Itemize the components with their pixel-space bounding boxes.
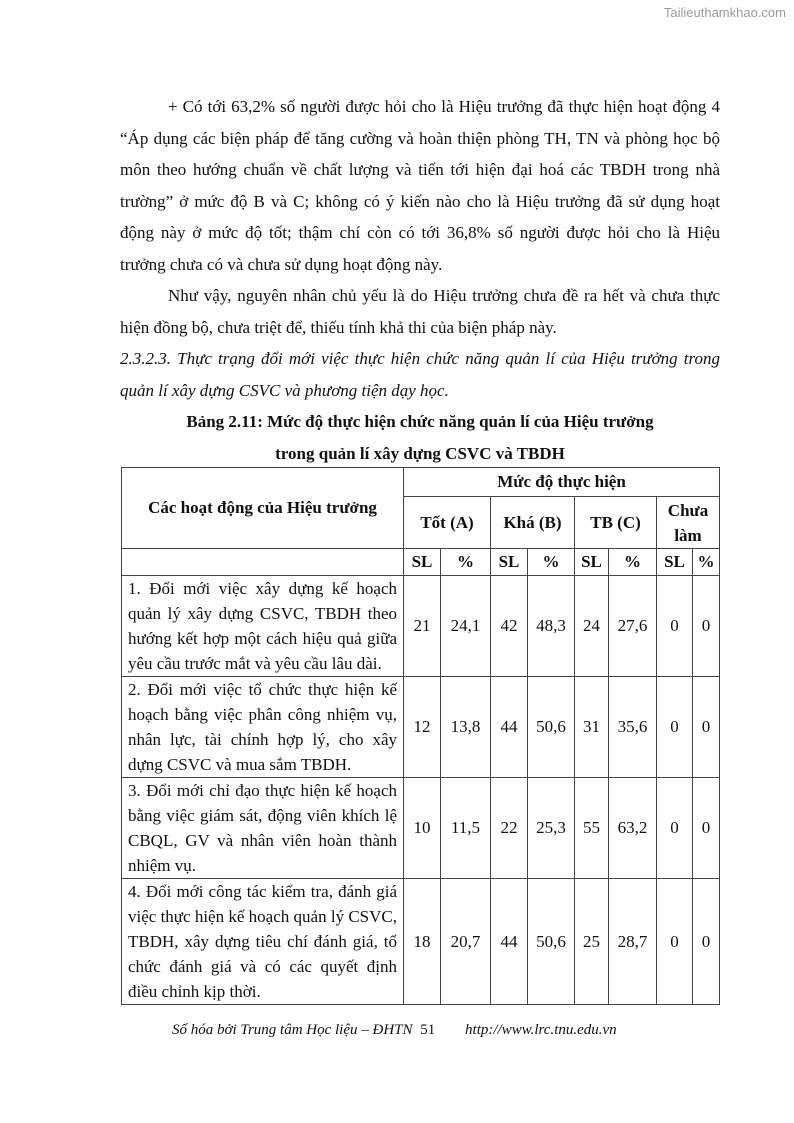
value-cell: 50,6 <box>528 677 575 778</box>
value-cell: 50,6 <box>528 879 575 1005</box>
pct-header: % <box>528 549 575 576</box>
document-body <box>120 91 720 470</box>
sl-header: SL <box>575 549 609 576</box>
value-cell: 35,6 <box>609 677 657 778</box>
table-caption-line-1: Bảng 2.11: Mức độ thực hiện chức năng quản lí của Hiệu trưởng <box>186 412 654 431</box>
level-average-header: TB (C) <box>575 497 657 549</box>
value-cell: 0 <box>693 677 720 778</box>
value-cell: 0 <box>693 778 720 879</box>
page-footer <box>172 1022 617 1039</box>
pct-header: % <box>441 549 491 576</box>
watermark-text: Tailieuthamkhao.com <box>663 5 786 20</box>
activity-cell: 3. Đổi mới chỉ đạo thực hiện kế hoạch bằng việc giám sát, động viên khích lệ CBQL, GV và nhân viên hoàn thành nhiệm vụ. <box>122 778 404 879</box>
activity-cell: 4. Đổi mới công tác kiểm tra, đánh giá việc thực hiện kế hoạch quản lý CSVC, TBDH, xây dựng tiêu chí đánh giá, tổ chức đánh giá và có các quyết định điều chỉnh kịp thời. <box>122 879 404 1005</box>
value-cell: 0 <box>657 778 693 879</box>
blank-header-cell <box>122 549 404 576</box>
table-row <box>122 879 720 1005</box>
level-not-done-header: Chưa làm <box>657 497 720 549</box>
table-row <box>122 576 720 677</box>
value-cell: 21 <box>404 576 441 677</box>
table-caption-line-2: trong quản lí xây dựng CSVC và TBDH <box>275 444 565 463</box>
level-good-header: Tốt (A) <box>404 497 491 549</box>
value-cell: 18 <box>404 879 441 1005</box>
paragraph-1: + Có tới 63,2% số người được hỏi cho là Hiệu trưởng đã thực hiện hoạt động 4 “Áp dụng các biện pháp để tăng cường và hoàn thiện phòng TH, TN và phòng học bộ môn theo hướng chuẩn về chất lượng và tiến tới hiện đại hoá các TBDH trong nhà trường” ở mức độ B và C; không có ý kiến nào cho là Hiệu trưởng đã sử dụng hoạt động này ở mức độ tốt; thậm chí còn có tới 36,8% số người được hỏi cho là Hiệu trưởng chưa có và chưa sử dụng hoạt động này. <box>120 97 720 274</box>
sl-header: SL <box>491 549 528 576</box>
level-header: Mức độ thực hiện <box>404 468 720 497</box>
sl-header: SL <box>657 549 693 576</box>
value-cell: 20,7 <box>441 879 491 1005</box>
activity-header: Các hoạt động của Hiệu trưởng <box>122 468 404 549</box>
footer-source: Số hóa bởi Trung tâm Học liệu – ĐHTN <box>172 1022 413 1038</box>
table-row <box>122 778 720 879</box>
footer-url: http://www.lrc.tnu.edu.vn <box>465 1022 617 1038</box>
performance-table <box>121 467 720 1005</box>
value-cell: 31 <box>575 677 609 778</box>
pct-header: % <box>693 549 720 576</box>
value-cell: 0 <box>657 576 693 677</box>
level-fair-header: Khá (B) <box>491 497 575 549</box>
sl-header: SL <box>404 549 441 576</box>
value-cell: 44 <box>491 879 528 1005</box>
value-cell: 0 <box>693 879 720 1005</box>
value-cell: 0 <box>693 576 720 677</box>
value-cell: 25 <box>575 879 609 1005</box>
value-cell: 24 <box>575 576 609 677</box>
page-number: 51 <box>420 1022 436 1038</box>
value-cell: 25,3 <box>528 778 575 879</box>
value-cell: 42 <box>491 576 528 677</box>
pct-header: % <box>609 549 657 576</box>
value-cell: 22 <box>491 778 528 879</box>
value-cell: 63,2 <box>609 778 657 879</box>
value-cell: 44 <box>491 677 528 778</box>
value-cell: 0 <box>657 879 693 1005</box>
value-cell: 27,6 <box>609 576 657 677</box>
value-cell: 28,7 <box>609 879 657 1005</box>
section-heading: 2.3.2.3. Thực trạng đổi mới việc thực hiện chức năng quản lí của Hiệu trưởng trong quản lí xây dựng CSVC và phương tiện dạy học. <box>120 349 720 400</box>
paragraph-2: Như vậy, nguyên nhân chủ yếu là do Hiệu trưởng chưa đề ra hết và chưa thực hiện đồng bộ, chưa triệt để, thiếu tính khả thi của biện pháp này. <box>120 286 720 337</box>
activity-cell: 2. Đổi mới việc tổ chức thực hiện kế hoạch bằng việc phân công nhiệm vụ, nhân lực, tài chính hợp lý, cho xây dựng CSVC và mua sắm TBDH. <box>122 677 404 778</box>
value-cell: 48,3 <box>528 576 575 677</box>
value-cell: 55 <box>575 778 609 879</box>
value-cell: 11,5 <box>441 778 491 879</box>
value-cell: 10 <box>404 778 441 879</box>
value-cell: 24,1 <box>441 576 491 677</box>
value-cell: 12 <box>404 677 441 778</box>
activity-cell: 1. Đổi mới việc xây dựng kế hoạch quản lý xây dựng CSVC, TBDH theo hướng kết hợp một cách hiệu quả giữa yêu cầu trước mắt và yêu cầu lâu dài. <box>122 576 404 677</box>
table-row <box>122 677 720 778</box>
value-cell: 13,8 <box>441 677 491 778</box>
value-cell: 0 <box>657 677 693 778</box>
